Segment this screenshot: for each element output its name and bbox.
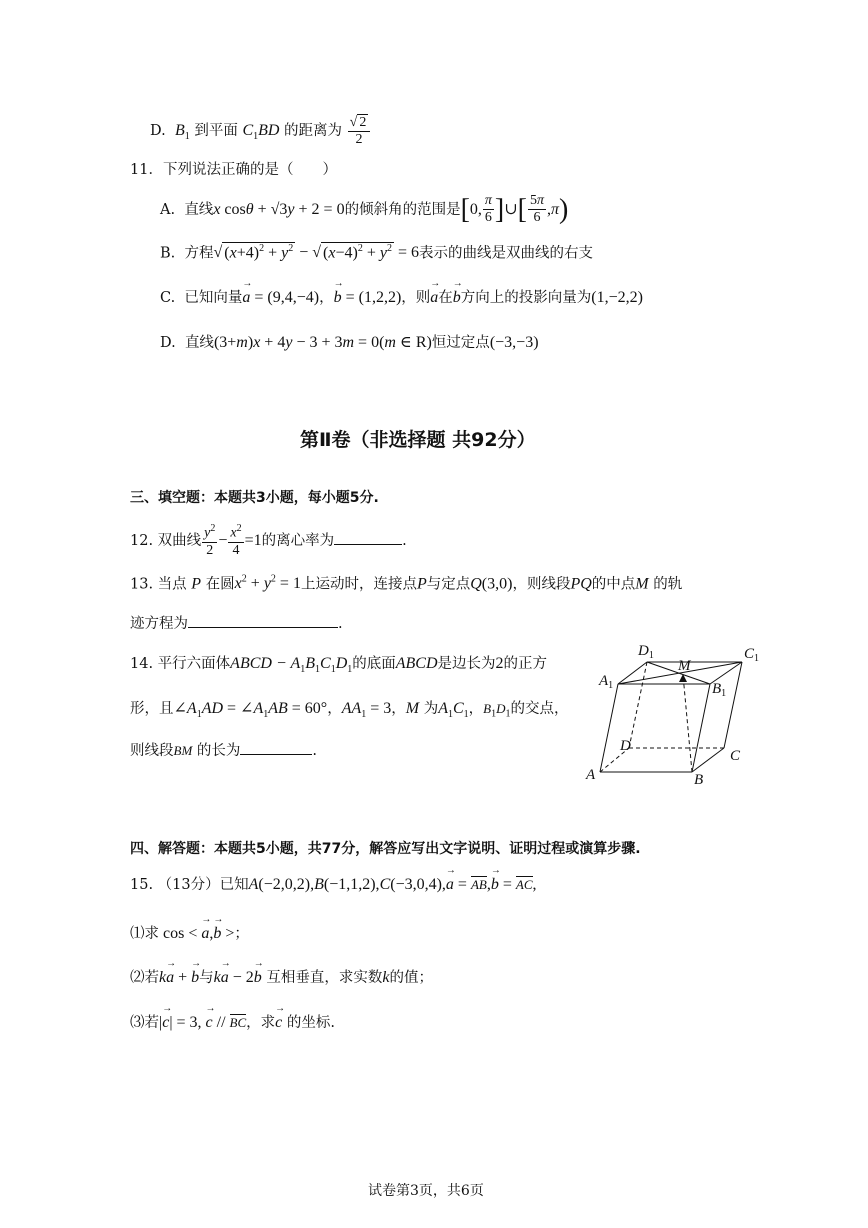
edge-d1-d-hidden: [629, 662, 647, 748]
label-d: D: [620, 738, 631, 754]
q14-line3: 则线段BM 的长为 .: [130, 740, 317, 760]
q13-line2: 迹方程为 .: [130, 613, 343, 633]
label-c: C: [730, 748, 741, 764]
edge-a1-d1: [618, 662, 647, 684]
edge-c1-c: [724, 662, 742, 748]
q11-stem: 11．下列说法正确的是（ ）: [130, 162, 337, 178]
q15-part3: ⑶若|→ c| = 3, → c // BC，求→ c 的坐标.: [130, 1013, 335, 1032]
q11-option-b: B. 方程√ $(x+4)^2 + y^2$ − √ $(x-4)^2 + y^2 = 6$表示的曲线是双曲线的右支: [160, 243, 593, 262]
page-footer: 试卷第3页，共6页: [368, 1183, 484, 1199]
edge-a1-a: [600, 684, 618, 772]
part2-title: 第Ⅱ卷（非选择题 共92分）: [300, 429, 536, 451]
q11-option-a: A. 直线x cosθ + √3y + 2 = 0的倾斜角的范围是[0, $\frac{\pi}{6}$ ]∪[ $\frac{5\pi}{6}$ ,π): [160, 193, 569, 226]
segment-bm-hidden: [683, 675, 692, 772]
section4-heading: 四、解答题：本题共5小题，共77分，解答应写出文字说明、证明过程或演算步骤.: [130, 841, 641, 857]
q12-answer-blank[interactable]: [334, 530, 402, 545]
label-c1: $C_1$: [744, 646, 760, 664]
distance-fraction: $\frac{√ 2}{2}$: [348, 114, 371, 148]
label-m: M: [678, 658, 691, 674]
label-d1: $D_1$: [638, 643, 654, 661]
q14-line1: 14. 平行六面体ABCD − $A_1B_1C_1D_1$的底面ABCD是边长为2的正方: [130, 655, 548, 676]
q12: 12. 双曲线 $\frac{y^2}{2}$ − $\frac{x^2}{4}$ =1的离心率为 .: [130, 523, 407, 558]
label-a: A: [586, 767, 596, 783]
label-b: B: [694, 772, 704, 788]
edge-b-c: [692, 748, 724, 772]
q14-line2: 形，且$\angle A_1AD$ = $\angle A_1AB = 60^\circ$，$AA_1 = 3$，M 为$A_1C_1$，$B_1D_1$的交点，: [130, 700, 569, 721]
q13-answer-blank[interactable]: [188, 613, 338, 628]
section3-heading: 三、填空题：本题共3小题，每小题5分.: [130, 490, 379, 506]
q15-part2: ⑵若k→ a + → b与k→ a − 2→ b 互相垂直，求实数k的值；: [130, 968, 433, 987]
q15-part1: ⑴求 cos < → a,→ b >；: [130, 924, 249, 943]
q14-answer-blank[interactable]: [240, 740, 312, 755]
q11-option-d: D. 直线(3+m)x + 4y − 3 + 3m = 0(m ∈ R)恒过定点(−3,−3): [160, 334, 539, 351]
parallelepiped-figure: [580, 638, 775, 790]
label-b1: $B_1$: [712, 681, 727, 699]
label-a1: $A_1$: [599, 673, 614, 691]
q15-stem: 15. （13分）已知A(−2,0,2),B(−1,1,2),C(−3,0,4),→ a = AB,→ b = AC,: [130, 875, 537, 894]
q13-line1: 13. 当点 P 在圆$x^2 + y^2 = 1$上运动时，连接点P与定点Q(3,0)，则线段PQ的中点M 的轨: [130, 574, 683, 593]
q10-option-d: D. $B_1$ 到平面 $C_1BD$ 的距离为 $\frac{√ 2}{2}$: [150, 114, 371, 148]
edge-b1-b: [692, 684, 710, 772]
q11-option-c: C. 已知向量→ a = (9,4,−4)，→ b = (1,2,2)，则→ a在→ b方向上的投影向量为(1,−2,2): [160, 288, 643, 307]
